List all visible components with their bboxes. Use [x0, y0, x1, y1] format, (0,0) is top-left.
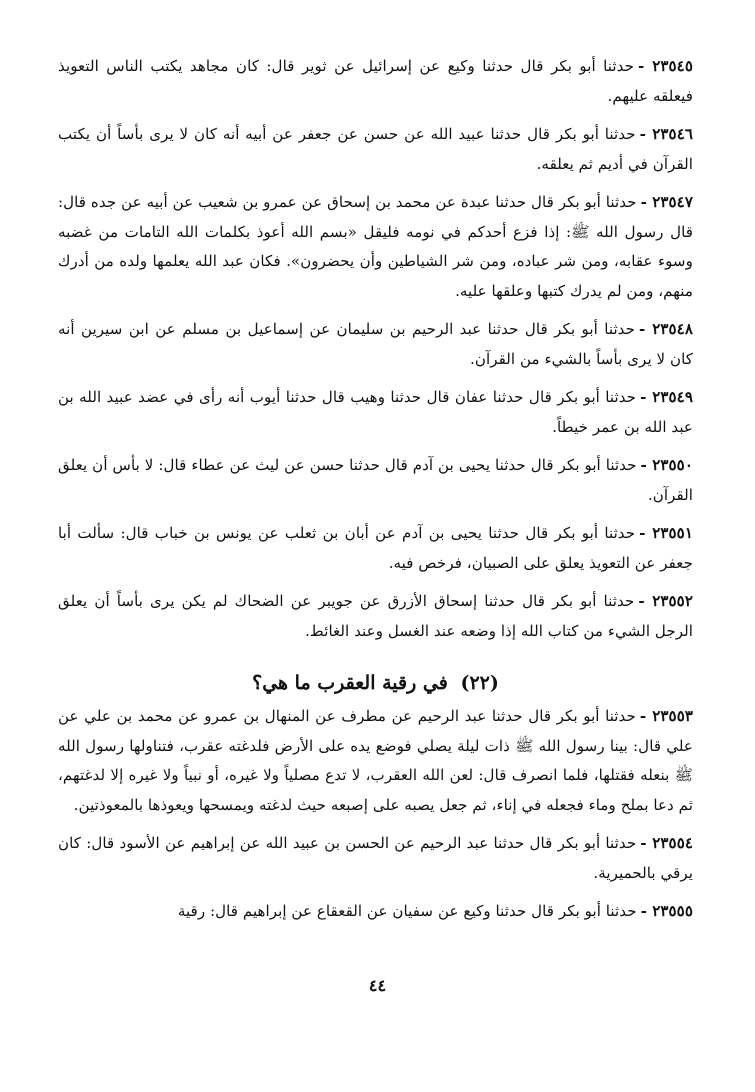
hadith-number: ٢٣٥٥٥ - — [640, 902, 693, 920]
hadith-number: ٢٣٥٥٠ - — [640, 456, 693, 474]
hadith-number: ٢٣٥٤٥ - — [637, 57, 693, 75]
hadith-paragraph — [58, 702, 693, 820]
hadith-number: ٢٣٥٥٢ - — [638, 592, 693, 610]
hadith-paragraph — [58, 587, 693, 646]
hadith-list-before — [58, 52, 693, 646]
hadith-text: حدثنا أبو بكر قال حدثنا وكيع عن إسرائيل عن ثوير قال: كان مجاهد يكتب الناس التعويذ فيعلقه عليهم. — [58, 57, 693, 105]
chapter-number: (٢٢) — [460, 672, 499, 694]
hadith-number: ٢٣٥٤٨ - — [639, 320, 693, 338]
hadith-paragraph — [58, 829, 693, 888]
chapter-title: في رقية العقرب ما هي؟ — [252, 672, 448, 694]
chapter-heading — [58, 668, 693, 698]
page-number: ٤٤ — [368, 976, 387, 995]
hadith-text: حدثنا أبو بكر قال حدثنا عبد الرحيم عن الحسن بن عبيد الله عن إبراهيم عن الأسود قال: كان يرقي بالحميرية. — [58, 834, 693, 882]
hadith-paragraph — [58, 315, 693, 374]
hadith-number: ٢٣٥٤٩ - — [640, 388, 693, 406]
hadith-paragraph — [58, 383, 693, 442]
hadith-paragraph — [58, 519, 693, 578]
hadith-paragraph — [58, 897, 693, 927]
hadith-text: حدثنا أبو بكر قال حدثنا إسحاق الأزرق عن جويبر عن الضحاك لم يكن يرى بأساً أن يعلق الرجل الشيء من كتاب الله إذا وضعه عند الغسل وعند الغائط. — [58, 592, 693, 640]
hadith-paragraph — [58, 188, 693, 306]
hadith-text: حدثنا أبو بكر قال حدثنا عبد الرحيم بن سليمان عن إسماعيل بن مسلم عن ابن سيرين أنه كان لا يرى بأساً بالشيء من القرآن. — [58, 320, 693, 368]
hadith-number: ٢٣٥٤٦ - — [639, 125, 694, 143]
hadith-text: حدثنا أبو بكر قال حدثنا عفان قال حدثنا وهيب قال حدثنا أيوب أنه رأى في عضد عبيد الله بن عبد الله بن عمر خيطاً. — [58, 388, 693, 436]
hadith-number: ٢٣٥٥١ - — [639, 524, 693, 542]
hadith-number: ٢٣٥٥٤ - — [640, 834, 694, 852]
hadith-list-after — [58, 702, 693, 927]
hadith-text: حدثنا أبو بكر قال حدثنا يحيى بن آدم قال حدثنا حسن عن ليث عن عطاء قال: لا بأس أن يعلق القرآن. — [58, 456, 693, 504]
hadith-paragraph — [58, 451, 693, 510]
hadith-text: حدثنا أبو بكر قال حدثنا عبيد الله عن حسن عن جعفر عن أبيه أنه كان لا يرى بأساً أن يكتب القرآن في أديم ثم يعلقه. — [58, 125, 693, 173]
hadith-text: حدثنا أبو بكر قال حدثنا وكيع عن سفيان عن القعقاع عن إبراهيم قال: رقية — [177, 902, 637, 920]
hadith-number: ٢٣٥٤٧ - — [640, 193, 693, 211]
hadith-text: حدثنا أبو بكر قال حدثنا يحيى بن آدم عن أبان بن ثعلب عن يونس بن خباب قال: سألت أبا جعفر عن التعويذ يعلق على الصبيان، فرخص فيه. — [58, 524, 693, 572]
hadith-text: حدثنا أبو بكر قال حدثنا عبد الرحيم عن مطرف عن المنهال بن عمرو عن محمد بن علي عن علي قال: بينا رسول الله ﷺ ذات ليلة يصلي فوضع يده على الأرض فلدغته عقرب، فتناولها رسول الله ﷺ بنعله فقتلها، فلما انصرف قال: لعن الله العقرب، لا تدع مصلياً ولا غيره، أو نبياً ولا غيره إلا لدغتهم، ثم دعا بملح وماء فجعله في إناء، ثم جعل يصبه على إصبعه حيث لدغته ويمسحها ويعوذها بالمعوذتين. — [58, 707, 693, 814]
hadith-number: ٢٣٥٥٣ - — [639, 707, 694, 725]
hadith-paragraph — [58, 120, 693, 179]
hadith-paragraph — [58, 52, 693, 111]
hadith-text: حدثنا أبو بكر قال حدثنا عبدة عن محمد بن إسحاق عن عمرو بن شعيب عن أبيه عن جده قال: قال رسول الله ﷺ: إذا فزع أحدكم في نومه فليقل «بسم الله أعوذ بكلمات الله التامات من غضبه وسوء عقابه، ومن شر عباده، ومن شر الشياطين وأن يحضرون». فكان عبد الله يعلمها ولده من أدرك منهم، ومن لم يدرك كتبها وعلقها عليه. — [58, 193, 693, 300]
